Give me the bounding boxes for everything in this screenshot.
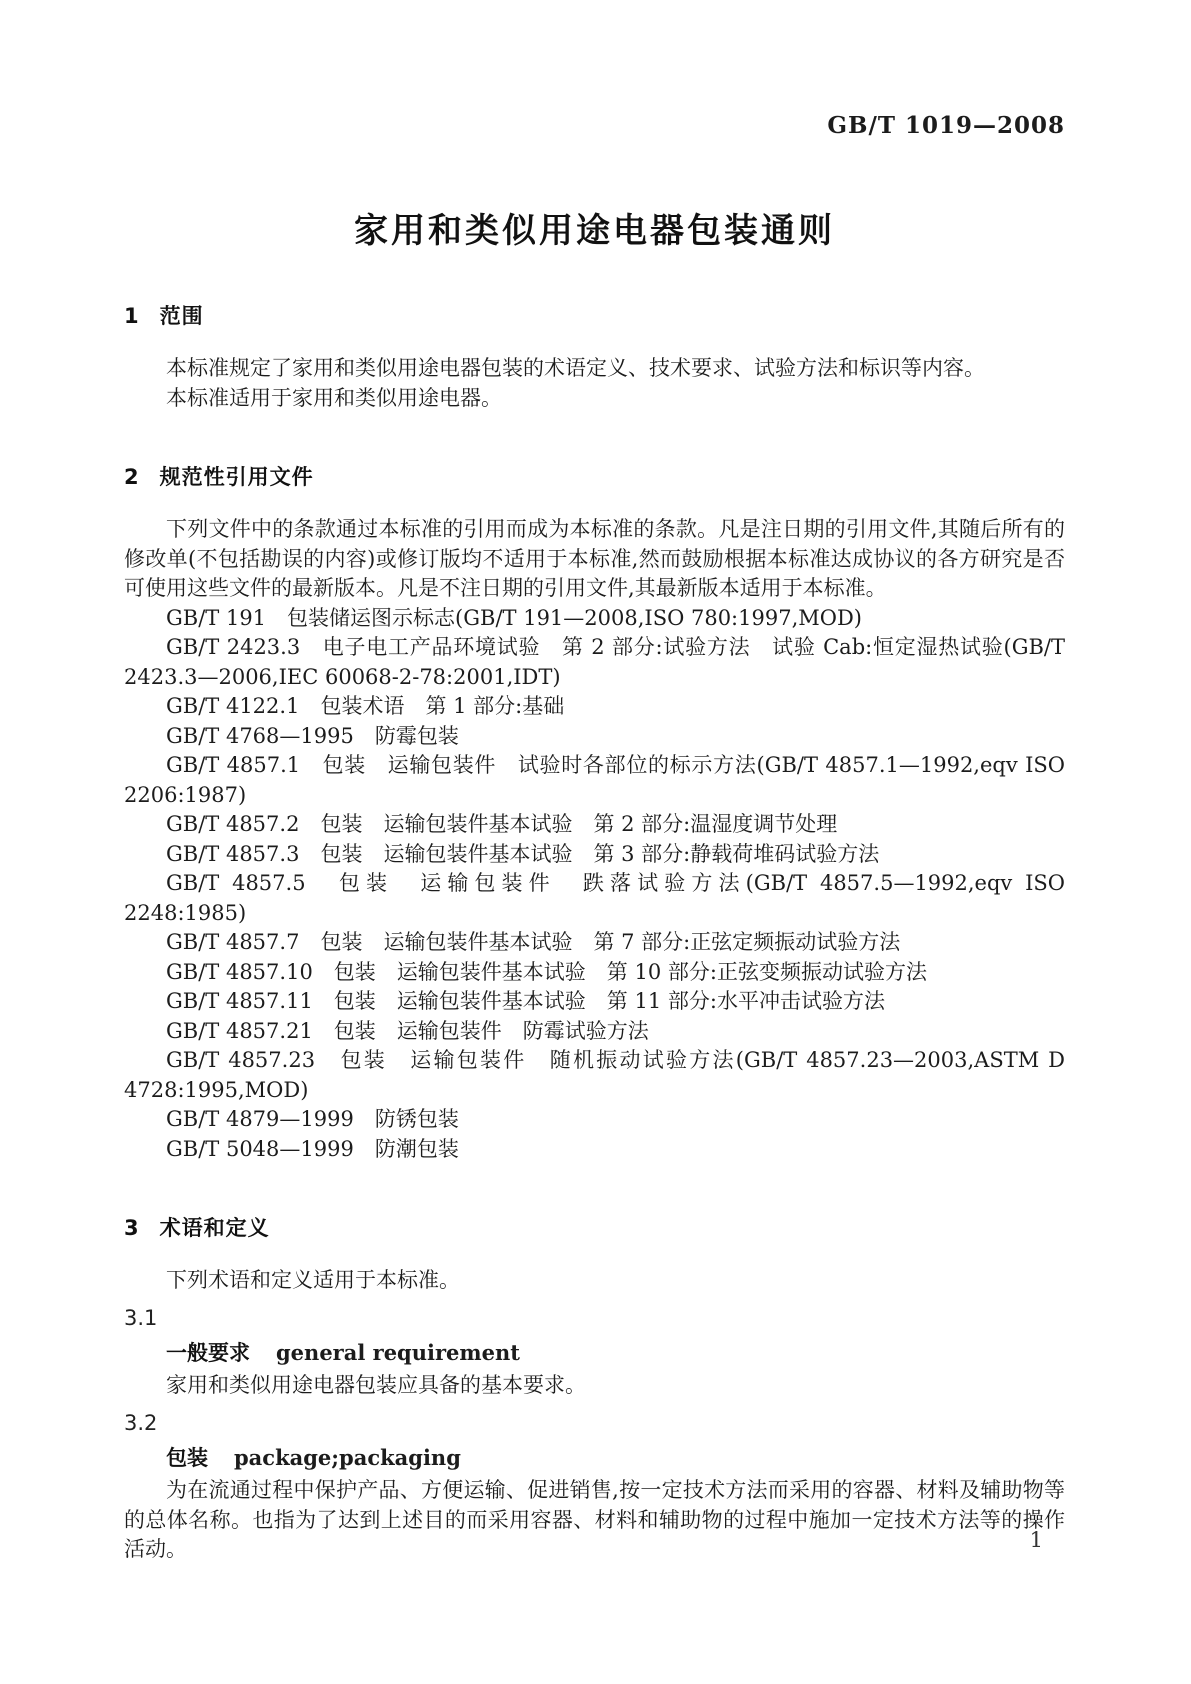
page-number: 1 — [1029, 1528, 1043, 1552]
term-number: 3.1 — [124, 1305, 158, 1330]
reference-item: GB/T 4857.21 包装 运输包装件 防霉试验方法 — [166, 1018, 649, 1043]
term-definition: 为在流通过程中保护产品、方便运输、促进销售,按一定技术方法而采用的容器、材料及辅助物等的总体名称。也指为了达到上述目的而采用容器、材料和辅助物的过程中施加一定技术方法等的操作活动。 — [124, 1478, 1065, 1561]
section-terms-definitions — [124, 1212, 1065, 1565]
paragraph: 下列术语和定义适用于本标准。 — [166, 1268, 460, 1292]
paragraph: 下列文件中的条款通过本标准的引用而成为本标准的条款。凡是注日期的引用文件,其随后所有的修改单(不包括勘误的内容)或修订版均不适用于本标准,然而鼓励根据本标准达成协议的各方研究是否可使用这些文件的最新版本。凡是不注日期的引用文件,其最新版本适用于本标准。 — [124, 517, 1065, 600]
paragraph: 本标准规定了家用和类似用途电器包装的术语定义、技术要求、试验方法和标识等内容。 — [166, 356, 985, 380]
reference-item: GB/T 4857.23 包装 运输包装件 随机振动试验方法(GB/T 4857.23—2003,ASTM D 4728:1995,MOD) — [124, 1048, 1065, 1102]
section-title: 术语和定义 — [159, 1216, 270, 1240]
doc-title: 家用和类似用途电器包装通则 — [354, 211, 835, 251]
reference-item: GB/T 5048—1999 防潮包装 — [166, 1136, 459, 1161]
term-name-zh: 包装 — [166, 1445, 208, 1470]
section-scope — [124, 300, 1065, 413]
section-number: 1 — [124, 304, 140, 328]
reference-item: GB/T 4857.1 包装 运输包装件 试验时各部位的标示方法(GB/T 4857.1—1992,eqv ISO 2206:1987) — [124, 753, 1065, 807]
reference-item: GB/T 4857.10 包装 运输包装件基本试验 第 10 部分:正弦变频振动试验方法 — [166, 959, 927, 984]
doc-code: GB/T 1019—2008 — [827, 112, 1065, 139]
section-number: 2 — [124, 465, 140, 489]
reference-item: GB/T 4122.1 包装术语 第 1 部分:基础 — [166, 694, 565, 718]
section-title: 规范性引用文件 — [159, 465, 314, 489]
section-number: 3 — [124, 1216, 140, 1240]
reference-item: GB/T 4857.2 包装 运输包装件基本试验 第 2 部分:温湿度调节处理 — [166, 812, 838, 836]
term-definition: 家用和类似用途电器包装应具备的基本要求。 — [166, 1373, 586, 1397]
section-references-heading — [124, 461, 1065, 491]
reference-item: GB/T 4879—1999 防锈包装 — [166, 1107, 459, 1131]
term-name-en: general requirement — [276, 1339, 520, 1365]
paragraph: 本标准适用于家用和类似用途电器。 — [166, 385, 502, 410]
reference-item: GB/T 4857.7 包装 运输包装件基本试验 第 7 部分:正弦定频振动试验方法 — [166, 930, 901, 954]
section-scope-heading — [124, 300, 1065, 330]
reference-item: GB/T 191 包装储运图示标志(GB/T 191—2008,ISO 780:1997,MOD) — [166, 605, 863, 630]
term-name — [124, 1338, 1065, 1369]
term-name-en: package;packaging — [234, 1444, 461, 1470]
section-title: 范围 — [159, 304, 204, 328]
section-normative-references — [124, 461, 1065, 1164]
reference-item: GB/T 4857.5 包装 运输包装件 跌落试验方法(GB/T 4857.5—1992,eqv ISO 2248:1985) — [124, 871, 1065, 925]
reference-item: GB/T 4857.3 包装 运输包装件基本试验 第 3 部分:静载荷堆码试验方法 — [166, 841, 880, 866]
reference-item: GB/T 2423.3 电子电工产品环境试验 第 2 部分:试验方法 试验 Cab:恒定湿热试验(GB/T 2423.3—2006,IEC 60068-2-78:2001,IDT) — [124, 635, 1065, 689]
section-terms-heading — [124, 1212, 1065, 1242]
term-entry-3-2 — [124, 1411, 1065, 1565]
term-name-zh: 一般要求 — [166, 1340, 250, 1365]
reference-item: GB/T 4768—1995 防霉包装 — [166, 723, 459, 748]
reference-item: GB/T 4857.11 包装 运输包装件基本试验 第 11 部分:水平冲击试验方法 — [166, 989, 885, 1013]
term-name — [124, 1443, 1065, 1474]
term-entry-3-1 — [124, 1306, 1065, 1401]
term-number: 3.2 — [124, 1410, 158, 1435]
